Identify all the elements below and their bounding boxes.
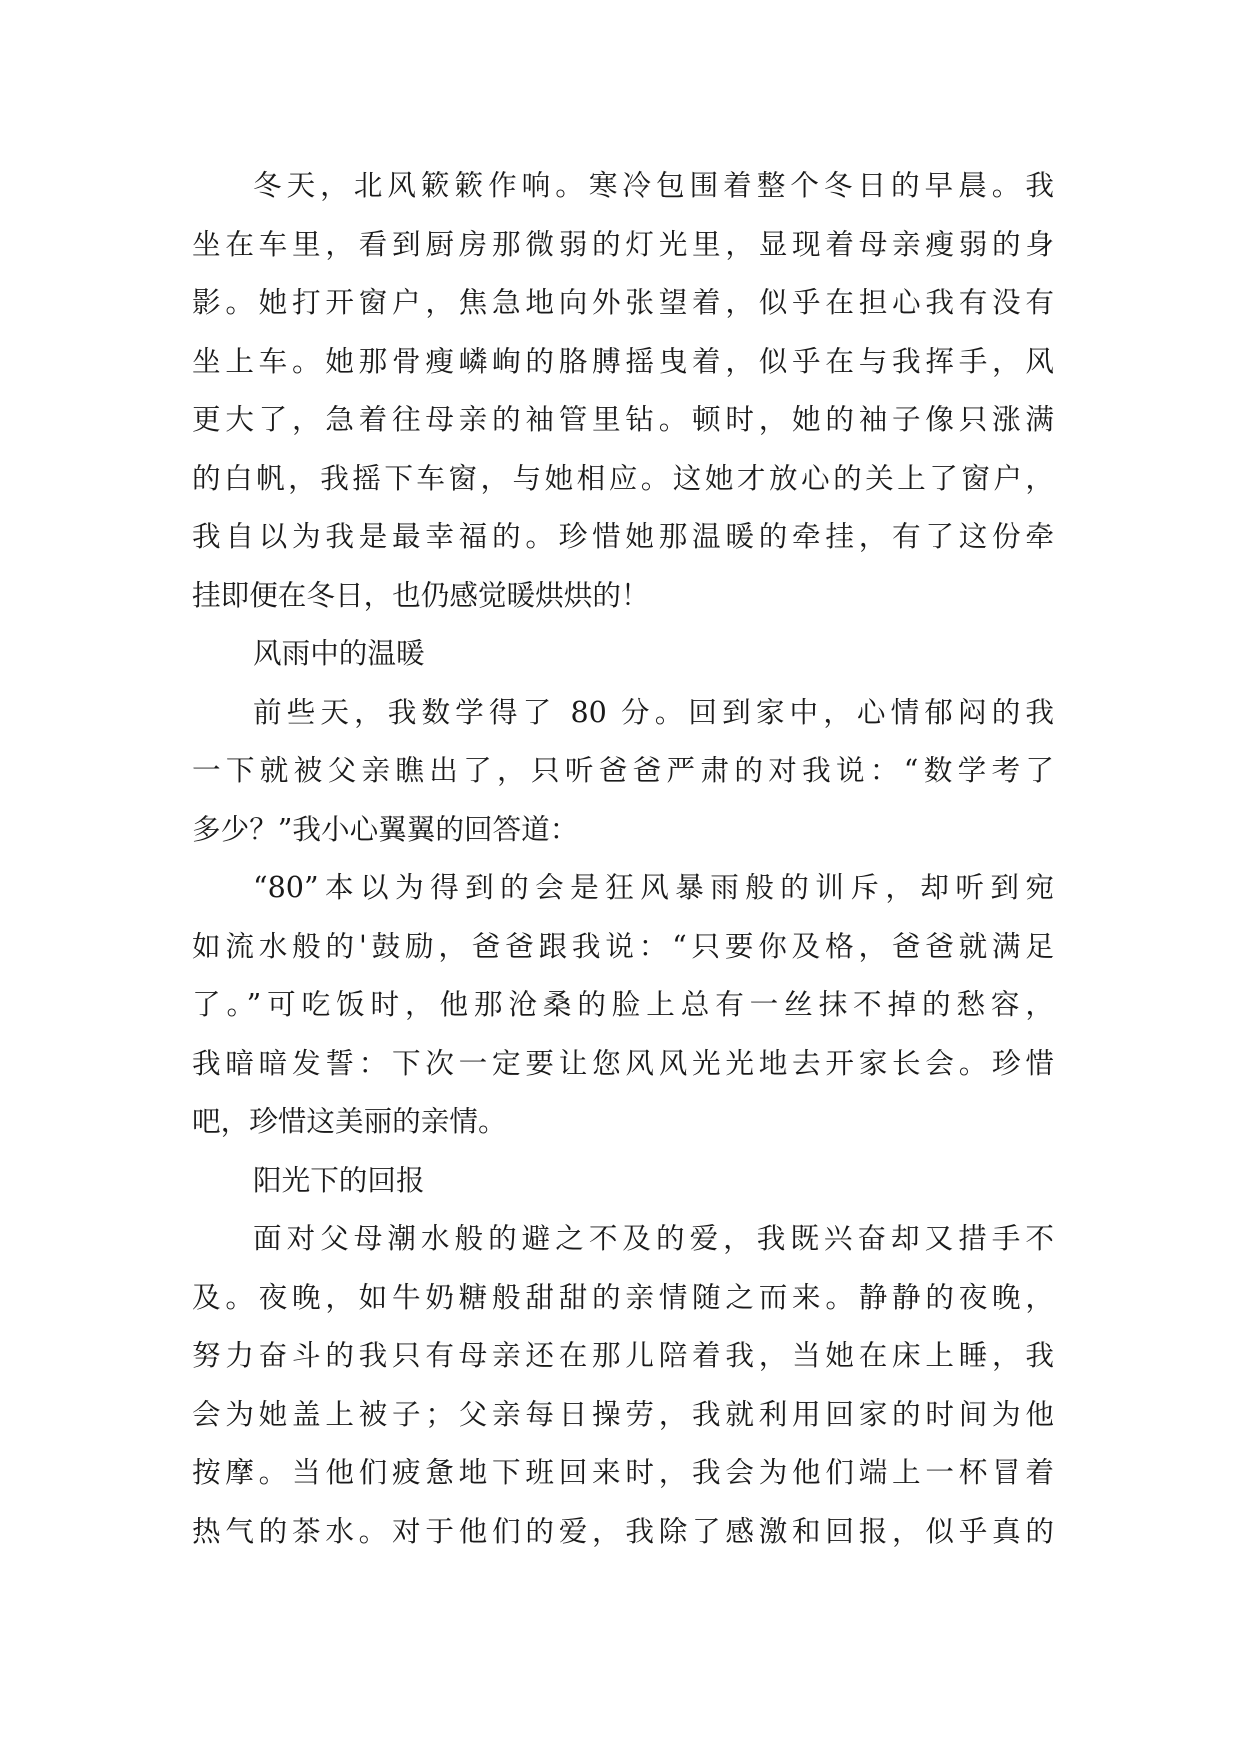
text-line: 前些天，我数学得了 80 分。回到家中，心情郁闷的我 — [253, 694, 1054, 729]
text-line: 热气的茶水。对于他们的爱，我除了感激和回报，似乎真的 — [192, 1513, 1054, 1548]
text-line: 挂即便在冬日，也仍感觉暖烘烘的！ — [192, 577, 650, 612]
text-line: 更大了，急着往母亲的袖管里钻。顿时，她的袖子像只涨满 — [192, 402, 1054, 436]
text-line: 坐在车里，看到厨房那微弱的灯光里，显现着母亲瘦弱的身 — [192, 226, 1054, 261]
text-line: 影。她打开窗户，焦急地向外张望着，似乎在担心我有没有 — [192, 285, 1054, 319]
text-line: 多少？”我小心翼翼的回答道： — [192, 811, 579, 846]
text-line: 阳光下的回报 — [253, 1162, 425, 1197]
text-line: 会为她盖上被子；父亲每日操劳，我就利用回家的时间为他 — [192, 1396, 1054, 1431]
text-line: 如流水般的'鼓励，爸爸跟我说：“只要你及格，爸爸就满足 — [192, 928, 1054, 963]
document-body — [192, 156, 1054, 1560]
text-line: 冬天，北风簌簌作响。寒冷包围着整个冬日的早晨。我 — [253, 168, 1054, 202]
text-line: 及。夜晚，如牛奶糖般甜甜的亲情随之而来。静静的夜晚， — [192, 1279, 1054, 1314]
text-line: 坐上车。她那骨瘦嶙峋的胳膊摇曳着，似乎在与我挥手，风 — [192, 343, 1054, 378]
text-line: 按摩。当他们疲惫地下班回来时，我会为他们端上一杯冒着 — [192, 1455, 1054, 1489]
text-line: 吧，珍惜这美丽的亲情。 — [192, 1104, 507, 1138]
text-line: 一下就被父亲瞧出了，只听爸爸严肃的对我说：“数学考了 — [192, 753, 1054, 787]
text-line: 我自以为我是最幸福的。珍惜她那温暖的牵挂，有了这份牵 — [192, 519, 1054, 553]
text-line: 面对父母潮水般的避之不及的爱，我既兴奋却又措手不 — [253, 1221, 1054, 1255]
text-line: 的白帆，我摇下车窗，与她相应。这她才放心的关上了窗户， — [192, 460, 1054, 495]
text-line: “80”本以为得到的会是狂风暴雨般的训斥，却听到宛 — [253, 870, 1054, 904]
text-line: 风雨中的温暖 — [253, 636, 425, 670]
text-line: 努力奋斗的我只有母亲还在那儿陪着我，当她在床上睡，我 — [192, 1338, 1054, 1372]
text-line: 了。”可吃饭时，他那沧桑的脸上总有一丝抹不掉的愁容， — [192, 987, 1054, 1021]
text-line: 我暗暗发誓：下次一定要让您风风光光地去开家长会。珍惜 — [192, 1045, 1054, 1080]
